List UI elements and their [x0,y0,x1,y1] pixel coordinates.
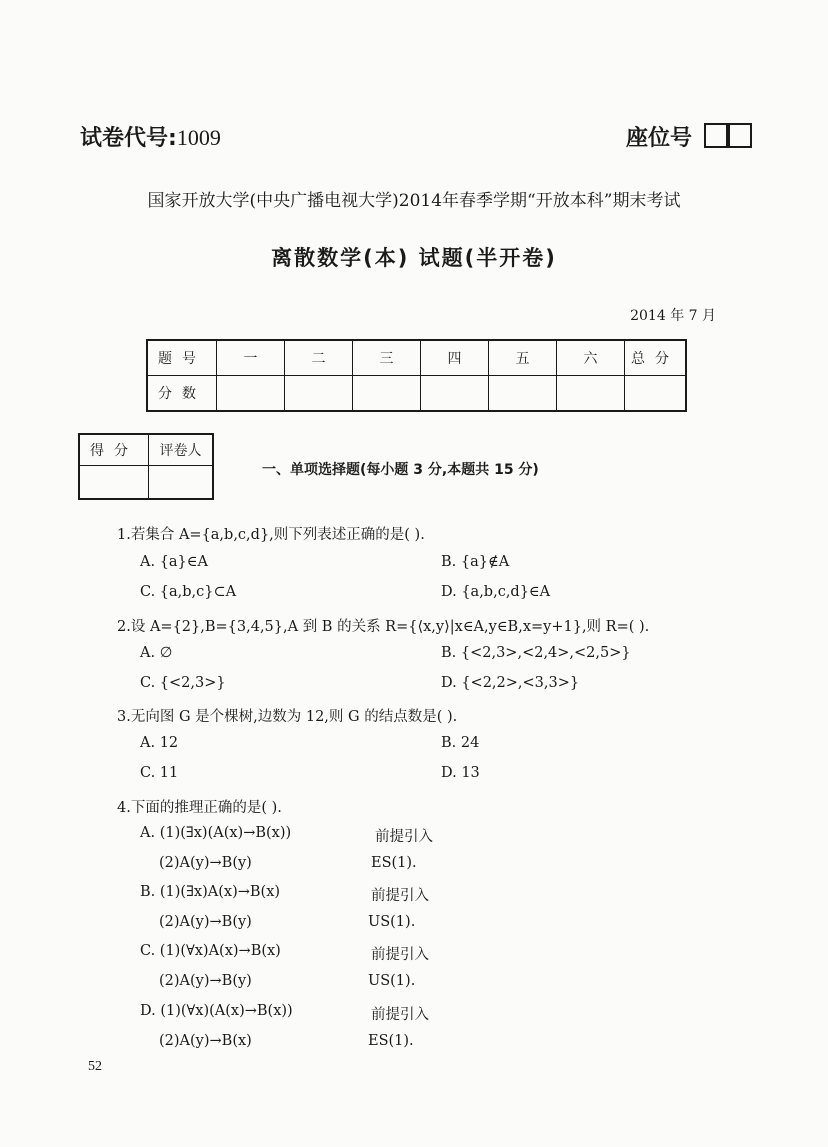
question-stem: 2.设 A={2},B={3,4,5},A 到 B 的关系 R={⟨x,y⟩|x∈A,y∈B,x=y+1},则 R=( ). [117,619,650,635]
option-d-line1: D. (1)(∀x)(A(x)→B(x)) [140,1003,293,1019]
grader-name-blank[interactable] [149,466,214,500]
exam-date: 2014 年 7 月 [630,308,716,324]
option-b-line2: (2)A(y)→B(y) [159,914,252,930]
paper-code-label: 试卷代号 [80,126,169,151]
institution-line: 国家开放大学(中央广播电视大学)2014年春季学期“开放本科”期末考试 [147,191,681,211]
seat-box-2 [728,123,752,148]
seat-number-label: 座位号 [626,126,693,151]
option-b: B. {a}∉A [441,554,510,570]
option-d: D. {<2,2>,<3,3>} [441,675,580,691]
grader-score-blank[interactable] [79,466,149,500]
score-table-score-row [147,376,686,412]
option-a: A. ∅ [140,645,173,661]
score-cell-3: 三 [353,340,421,376]
grader-score-label: 得分 [79,434,149,466]
option-a: A. {a}∈A [140,554,208,570]
option-b-line1-note: 前提引入 [371,888,429,904]
option-a-line1: A. (1)(∃x)(A(x)→B(x)) [140,825,292,841]
question-stem: 3.无向图 G 是个棵树,边数为 12,则 G 的结点数是( ). [117,709,458,725]
option-a: A. 12 [140,735,179,751]
option-a-line2: (2)A(y)→B(y) [159,855,252,871]
option-c-line1-note: 前提引入 [371,947,429,963]
score-table [146,339,687,412]
question-stem: 1.若集合 A={a,b,c,d},则下列表述正确的是( ). [117,527,425,543]
grader-table [78,433,214,500]
paper-code [80,121,221,152]
score-cell-5: 五 [489,340,557,376]
score-cell-4: 四 [421,340,489,376]
score-blank[interactable] [285,376,353,412]
paper-code-value: 1009 [176,125,221,150]
option-b-line2-note: US(1). [368,914,416,930]
option-d-line2: (2)A(y)→B(x) [159,1033,252,1049]
section-title: 一、单项选择题(每小题 3 分,本题共 15 分) [262,462,539,478]
score-cell-2: 二 [285,340,353,376]
option-d-line1-note: 前提引入 [371,1007,429,1023]
score-cell-6: 六 [557,340,625,376]
option-b-line1: B. (1)(∃x)A(x)→B(x) [140,884,281,900]
score-table-header-row [147,340,686,376]
score-blank[interactable] [625,376,687,412]
page-number: 52 [88,1059,102,1074]
score-blank[interactable] [489,376,557,412]
score-blank[interactable] [421,376,489,412]
option-b: B. 24 [441,735,480,751]
score-row-label: 分数 [147,376,217,412]
option-b: B. {<2,3>,<2,4>,<2,5>} [441,645,631,661]
option-c-line1: C. (1)(∀x)A(x)→B(x) [140,943,281,959]
option-a-line2-note: ES(1). [371,855,417,871]
option-d: D. {a,b,c,d}∈A [441,584,551,600]
score-cell-total: 总分 [625,340,687,376]
option-c: C. {<2,3>} [140,675,226,691]
exam-title: 离散数学(本) 试题(半开卷) [271,246,557,270]
option-d: D. 13 [441,765,480,781]
paper-code-separator: : [168,126,177,151]
seat-box-1 [704,123,728,148]
question-stem: 4.下面的推理正确的是( ). [117,800,282,816]
score-blank[interactable] [217,376,285,412]
score-cell-label: 题号 [147,340,217,376]
score-cell-1: 一 [217,340,285,376]
score-blank[interactable] [353,376,421,412]
score-blank[interactable] [557,376,625,412]
option-d-line2-note: ES(1). [368,1033,414,1049]
grader-name-label: 评卷人 [149,434,214,466]
option-c-line2-note: US(1). [368,973,416,989]
option-c: C. {a,b,c}⊂A [140,584,237,600]
option-c-line2: (2)A(y)→B(y) [159,973,252,989]
option-c: C. 11 [140,765,179,781]
option-a-line1-note: 前提引入 [375,829,433,845]
